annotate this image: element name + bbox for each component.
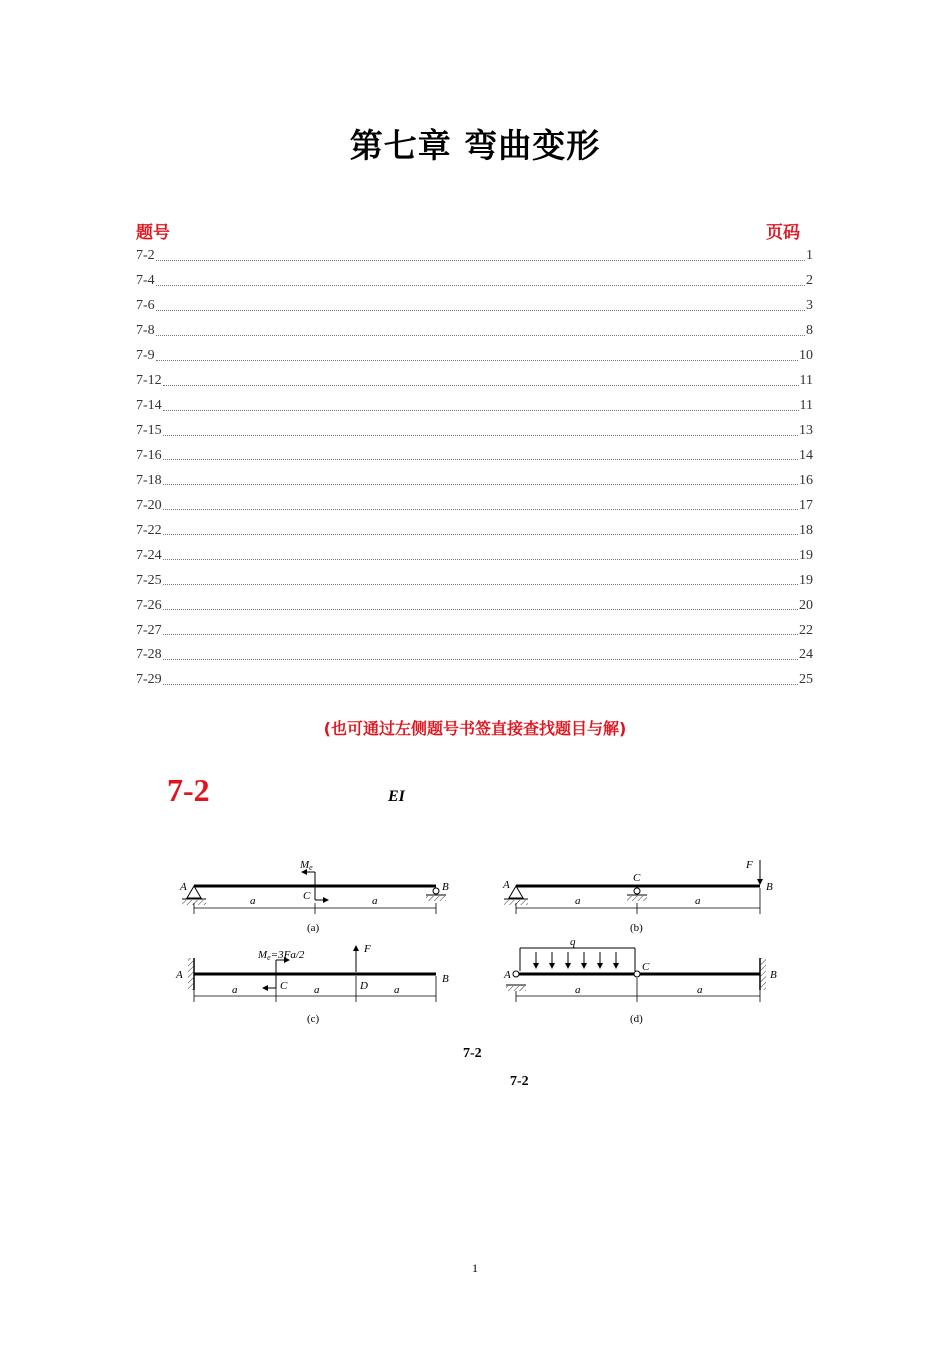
dim-c-1: a bbox=[232, 984, 238, 996]
toc-leader-dots bbox=[163, 435, 798, 436]
solution-heading: 7-2 bbox=[510, 1074, 529, 1089]
label-b-F: F bbox=[746, 859, 753, 871]
toc-entry-number: 7-12 bbox=[136, 373, 162, 389]
toc-entry-page: 13 bbox=[799, 423, 813, 439]
toc-header-problem: 题号 bbox=[136, 223, 170, 243]
label-d-B: B bbox=[770, 969, 777, 981]
toc-entry[interactable] bbox=[136, 344, 813, 369]
toc-entry[interactable] bbox=[136, 444, 813, 469]
toc-entry-number: 7-14 bbox=[136, 398, 162, 414]
toc-leader-dots bbox=[163, 534, 798, 535]
toc-entry-page: 20 bbox=[799, 597, 813, 613]
toc-entry[interactable] bbox=[136, 269, 813, 294]
toc-entry[interactable] bbox=[136, 618, 813, 643]
toc-entry-number: 7-22 bbox=[136, 522, 162, 538]
toc-entry-number: 7-2 bbox=[136, 248, 155, 264]
caption-a: (a) bbox=[307, 922, 320, 934]
beam-a bbox=[179, 859, 449, 934]
label-c-A: A bbox=[176, 969, 183, 981]
toc-entry[interactable] bbox=[136, 294, 813, 319]
beam-c bbox=[175, 943, 449, 1025]
toc-entry-page: 11 bbox=[799, 398, 813, 414]
toc-leader-dots bbox=[156, 335, 805, 336]
label-a-A: A bbox=[180, 881, 187, 893]
toc-entry[interactable] bbox=[136, 493, 813, 518]
beam-figure bbox=[170, 848, 790, 1038]
toc-entry[interactable] bbox=[136, 543, 813, 568]
label-d-C: C bbox=[642, 961, 650, 973]
toc-entry-page: 19 bbox=[799, 547, 813, 563]
toc-leader-dots bbox=[163, 459, 798, 460]
toc-entry-number: 7-24 bbox=[136, 547, 162, 563]
toc-entry[interactable] bbox=[136, 468, 813, 493]
toc-entry-page: 3 bbox=[806, 298, 813, 314]
toc-entry-page: 22 bbox=[799, 622, 813, 638]
figure-caption: 7-2 bbox=[463, 1046, 482, 1061]
toc-entry-number: 7-20 bbox=[136, 497, 162, 513]
toc-leader-dots bbox=[163, 410, 799, 411]
label-d-q: q bbox=[570, 936, 576, 948]
toc-entry[interactable] bbox=[136, 244, 813, 269]
toc-entry-number: 7-26 bbox=[136, 597, 162, 613]
toc-entry[interactable] bbox=[136, 643, 813, 668]
toc-leader-dots bbox=[163, 659, 798, 660]
dim-b-2: a bbox=[695, 895, 701, 907]
toc-entry-page: 16 bbox=[799, 472, 813, 488]
dim-a-1: a bbox=[250, 895, 256, 907]
beam-b bbox=[502, 859, 773, 934]
toc-entry-number: 7-15 bbox=[136, 423, 162, 439]
toc-leader-dots bbox=[163, 684, 798, 685]
toc-entry-number: 7-9 bbox=[136, 348, 155, 364]
toc-entry[interactable] bbox=[136, 394, 813, 419]
toc-entry-number: 7-28 bbox=[136, 647, 162, 663]
toc-entry-page: 17 bbox=[799, 497, 813, 513]
dim-d-2: a bbox=[697, 984, 703, 996]
toc-entry-page: 8 bbox=[806, 323, 813, 339]
label-c-C: C bbox=[280, 980, 288, 992]
page-number: 1 bbox=[472, 1261, 478, 1275]
dim-d-1: a bbox=[575, 984, 581, 996]
toc-leader-dots bbox=[163, 584, 798, 585]
toc-entry-page: 24 bbox=[799, 647, 813, 663]
toc-entry[interactable] bbox=[136, 668, 813, 693]
toc-entry[interactable] bbox=[136, 369, 813, 394]
label-c-F: F bbox=[364, 943, 371, 955]
problem-ei: EI bbox=[388, 788, 405, 805]
toc-leader-dots bbox=[163, 609, 798, 610]
toc-leader-dots bbox=[163, 634, 798, 635]
toc-entry-page: 19 bbox=[799, 572, 813, 588]
label-c-Me: Me=3Fa/2 bbox=[258, 949, 305, 962]
label-a-Me: Me bbox=[300, 859, 313, 872]
toc-entry-page: 18 bbox=[799, 522, 813, 538]
toc-entry-page: 11 bbox=[799, 373, 813, 389]
toc-leader-dots bbox=[163, 484, 798, 485]
toc-leader-dots bbox=[163, 385, 799, 386]
chapter-title: 第七章 弯曲变形 bbox=[349, 126, 601, 165]
label-d-A: A bbox=[504, 969, 511, 981]
label-b-C: C bbox=[633, 872, 641, 884]
toc-leader-dots bbox=[163, 509, 798, 510]
toc-entry[interactable] bbox=[136, 568, 813, 593]
beam-d bbox=[503, 936, 777, 1025]
toc-leader-dots bbox=[156, 360, 798, 361]
toc-leader-dots bbox=[163, 559, 798, 560]
toc-leader-dots bbox=[156, 310, 805, 311]
label-b-B: B bbox=[766, 881, 773, 893]
toc-header bbox=[136, 218, 800, 244]
label-a-B: B bbox=[442, 881, 449, 893]
label-c-D: D bbox=[360, 980, 368, 992]
toc-entry-page: 25 bbox=[799, 672, 813, 688]
toc-entry[interactable] bbox=[136, 319, 813, 344]
toc-entry-number: 7-4 bbox=[136, 273, 155, 289]
toc-leader-dots bbox=[156, 285, 805, 286]
toc-entry-page: 1 bbox=[806, 248, 813, 264]
toc-entry[interactable] bbox=[136, 593, 813, 618]
toc-header-page: 页码 bbox=[766, 223, 800, 243]
toc-entry-number: 7-16 bbox=[136, 447, 162, 463]
toc-entry-page: 2 bbox=[806, 273, 813, 289]
dim-c-2: a bbox=[314, 984, 320, 996]
dim-a-2: a bbox=[372, 895, 378, 907]
toc-entry-number: 7-27 bbox=[136, 622, 162, 638]
label-b-A: A bbox=[503, 879, 510, 891]
caption-d: (d) bbox=[630, 1013, 643, 1025]
load-q-arrows bbox=[536, 952, 616, 968]
label-c-B: B bbox=[442, 973, 449, 985]
dim-b-1: a bbox=[575, 895, 581, 907]
toc-entry-number: 7-29 bbox=[136, 672, 162, 688]
toc-entry-number: 7-8 bbox=[136, 323, 155, 339]
toc-entry[interactable] bbox=[136, 419, 813, 444]
toc-leader-dots bbox=[156, 260, 805, 261]
bookmark-note: (也可通过左侧题号书签直接查找题目与解) bbox=[323, 719, 627, 738]
problem-number: 7-2 bbox=[167, 772, 210, 808]
toc-entry-page: 10 bbox=[799, 348, 813, 364]
caption-c: (c) bbox=[307, 1013, 320, 1025]
toc-entry-number: 7-25 bbox=[136, 572, 162, 588]
toc-entry-page: 14 bbox=[799, 447, 813, 463]
toc-entry-number: 7-18 bbox=[136, 472, 162, 488]
dim-c-3: a bbox=[394, 984, 400, 996]
label-a-C: C bbox=[303, 890, 311, 902]
table-of-contents bbox=[136, 244, 813, 693]
toc-entry-number: 7-6 bbox=[136, 298, 155, 314]
toc-entry[interactable] bbox=[136, 518, 813, 543]
caption-b: (b) bbox=[630, 922, 643, 934]
